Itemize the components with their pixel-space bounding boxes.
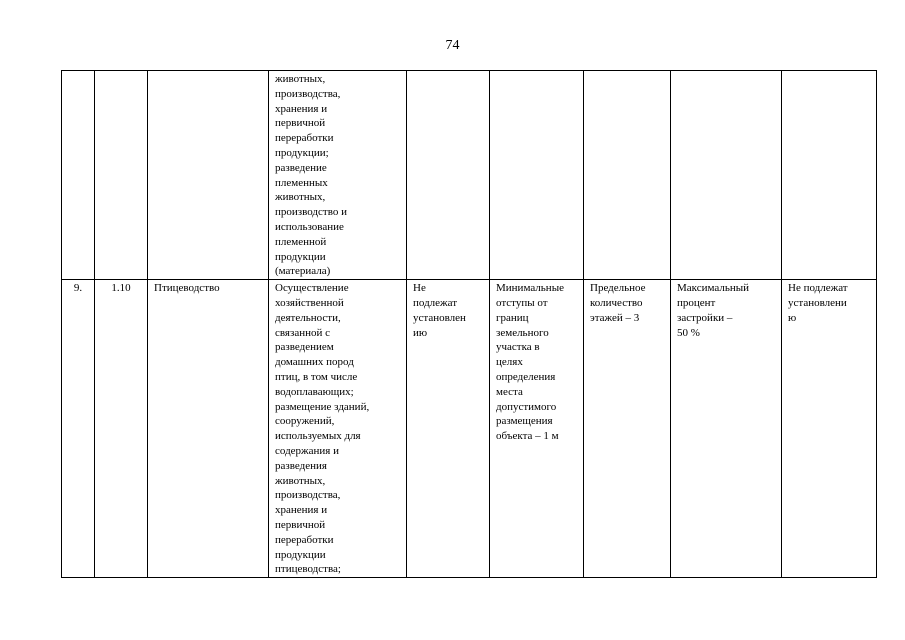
description-line: разведением xyxy=(275,341,334,354)
cell-line: Максимальный xyxy=(677,282,750,295)
description-line: использование xyxy=(275,220,344,233)
description-line: производства, xyxy=(275,87,341,100)
description-line: разведения xyxy=(275,459,327,472)
description-line: первичной xyxy=(275,117,326,130)
description-line: производство и xyxy=(275,206,347,219)
other-params-cell xyxy=(782,280,877,578)
description-line: продукции xyxy=(275,548,326,561)
cell-line: установлени xyxy=(788,296,847,309)
description-line: разведение xyxy=(275,161,327,174)
description-line: животных, xyxy=(275,73,326,85)
description-line: (материала) xyxy=(275,265,331,278)
description-line: птицеводства; xyxy=(275,563,341,576)
cell-line: 50 % xyxy=(677,326,700,339)
cell-line: ию xyxy=(413,326,428,339)
code-cell xyxy=(95,71,148,280)
cell-line: ю xyxy=(788,311,797,324)
table-row xyxy=(62,280,877,578)
description-line: животных, xyxy=(275,474,326,487)
cell-line: установлен xyxy=(413,311,466,324)
cell-line: Не xyxy=(413,282,426,295)
cell-line: места xyxy=(496,385,523,398)
description-line: домашних пород xyxy=(275,356,354,369)
cell-line: отступы от xyxy=(496,296,548,309)
description-line: племенной xyxy=(275,235,327,248)
cell-line: объекта – 1 м xyxy=(496,430,559,443)
code-cell: 1.10 xyxy=(95,280,148,578)
description-line: хозяйственной xyxy=(275,296,344,309)
description-line: хранения и xyxy=(275,504,328,517)
description-line: первичной xyxy=(275,518,326,531)
description-line: используемых для xyxy=(275,430,361,443)
description-line: сооружений, xyxy=(275,415,335,428)
description-line: продукции; xyxy=(275,146,329,159)
regulations-table xyxy=(61,70,877,578)
floors-cell xyxy=(584,280,671,578)
cell-line: процент xyxy=(677,296,716,309)
setbacks-cell xyxy=(490,71,584,280)
cell-line: Минимальные xyxy=(496,282,564,295)
table-row xyxy=(62,71,877,280)
description-line: животных, xyxy=(275,191,326,204)
description-cell xyxy=(269,71,407,280)
cell-line: Не подлежат xyxy=(788,282,848,295)
page-number: 74 xyxy=(445,38,460,53)
setbacks-cell xyxy=(490,280,584,578)
name-cell: Птицеводство xyxy=(148,280,269,578)
description-line: содержания и xyxy=(275,444,339,457)
description-line: переработки xyxy=(275,132,334,145)
cell-line: целях xyxy=(496,356,523,369)
building-coverage-cell xyxy=(671,71,782,280)
description-line: продукции xyxy=(275,250,326,263)
cell-line: границ xyxy=(496,311,529,324)
cell-line: этажей – 3 xyxy=(590,311,640,324)
row-number-cell xyxy=(62,71,95,280)
cell-line: застройки – xyxy=(677,311,733,324)
description-line: размещение зданий, xyxy=(275,400,370,413)
floors-cell xyxy=(584,71,671,280)
description-line: связанной с xyxy=(275,326,331,339)
name-cell xyxy=(148,71,269,280)
building-coverage-cell xyxy=(671,280,782,578)
description-cell xyxy=(269,280,407,578)
cell-line: определения xyxy=(496,370,556,383)
description-line: переработки xyxy=(275,533,334,546)
other-params-cell xyxy=(782,71,877,280)
cell-line: Предельное xyxy=(590,282,646,295)
description-line: Осуществление xyxy=(275,282,349,295)
cell-line: участка в xyxy=(496,341,540,354)
description-line: водоплавающих; xyxy=(275,385,354,398)
row-number-cell: 9. xyxy=(62,280,95,578)
cell-line: количество xyxy=(590,296,643,309)
description-line: производства, xyxy=(275,489,341,502)
cell-line: размещения xyxy=(496,415,553,428)
permitted-values-cell xyxy=(407,280,490,578)
permitted-values-cell xyxy=(407,71,490,280)
cell-line: земельного xyxy=(496,326,549,339)
cell-line: допустимого xyxy=(496,400,557,413)
description-line: племенных xyxy=(275,176,328,189)
cell-line: подлежат xyxy=(413,296,458,309)
description-line: птиц, в том числе xyxy=(275,370,358,383)
description-line: деятельности, xyxy=(275,311,341,324)
description-line: хранения и xyxy=(275,102,328,115)
